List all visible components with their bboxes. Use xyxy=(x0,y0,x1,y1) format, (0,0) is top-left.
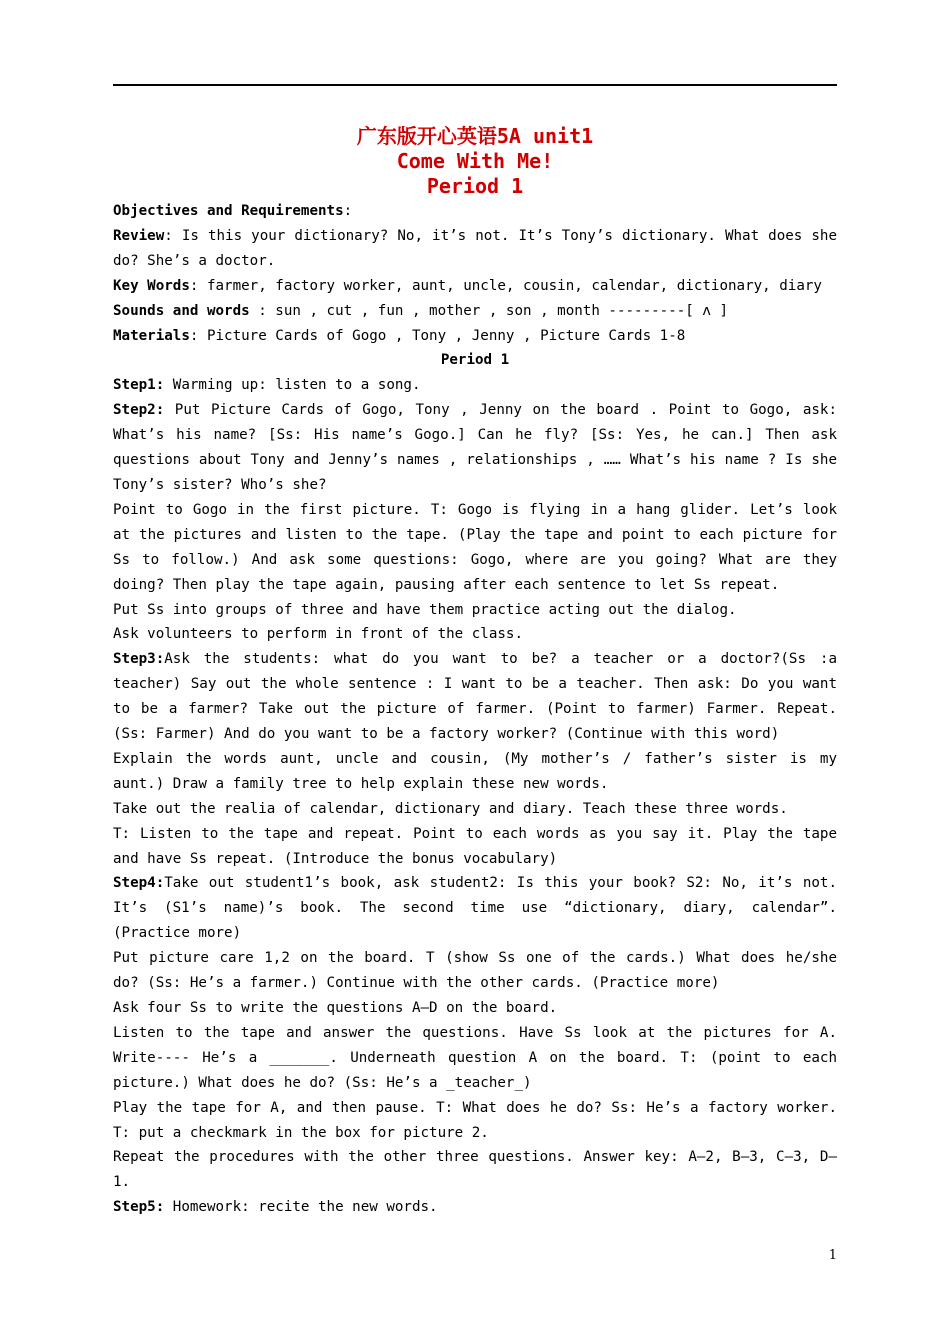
sounds-and-words xyxy=(113,299,837,324)
step3 xyxy=(113,647,837,747)
title-line-1: 广东版开心英语5A unit1 xyxy=(356,124,594,148)
objectives-label: Objectives and Requirements xyxy=(113,203,344,219)
step4-paragraph: Listen to the tape and answer the questions. Have Ss look at the pictures for A. Write---- He’s a _______. Underneath question A on the board. T: (point to each picture.) What does he do? (Ss: He’s a _teacher_) xyxy=(113,1024,837,1091)
review xyxy=(113,224,837,274)
step4 xyxy=(113,871,837,946)
lesson-content xyxy=(113,199,837,1220)
step4-paragraph: Ask four Ss to write the questions A—D on the board. xyxy=(113,1000,558,1016)
header-rule xyxy=(113,84,837,86)
sounds-label: Sounds and words xyxy=(113,302,250,319)
page-number: 1 xyxy=(828,1248,837,1263)
step1-label: Step1: xyxy=(113,377,165,394)
step3-label: Step3: xyxy=(113,651,165,668)
step4-paragraph: Repeat the procedures with the other three questions. Answer key: A—2, B—3, C—3, D—1. xyxy=(113,1149,837,1191)
step2 xyxy=(113,398,837,498)
title-block xyxy=(113,124,837,199)
step1 xyxy=(113,373,837,398)
title-line-3: Period 1 xyxy=(426,174,524,198)
step4-text: Take out student1’s book, ask student2: Is this your book? S2: No, it’s not. It’s (S1’s name)’s book. The second time use “dictionary, diary, calendar”. (Practice more) xyxy=(113,875,837,942)
objectives xyxy=(113,199,837,224)
materials-text: : Picture Cards of Gogo , Tony , Jenny , Picture Cards 1-8 xyxy=(189,327,686,344)
step4-label: Step4: xyxy=(113,875,165,892)
review-label: Review xyxy=(113,227,165,244)
step5 xyxy=(113,1195,837,1220)
step3-paragraph: T: Listen to the tape and repeat. Point to each words as you say it. Play the tape and have Ss repeat. (Introduce the bonus vocabulary) xyxy=(113,825,837,867)
step3-text: Ask the students: what do you want to be? a teacher or a doctor?(Ss :a teacher) Say out the whole sentence : I want to be a teacher. Then ask: Do you want to be a farmer? Take out the picture of farmer. (Point to farmer) Farmer. Repeat. (Ss: Farmer) And do you want to be a factory worker? (Continue with this word) xyxy=(113,651,837,743)
step3-paragraph: Take out the realia of calendar, dictionary and diary. Teach these three words. xyxy=(113,800,788,817)
step4-paragraph: Play the tape for A, and then pause. T: What does he do? Ss: He’s a factory worker. T: put a checkmark in the box for picture 2. xyxy=(113,1099,837,1141)
step1-text: Warming up: listen to a song. xyxy=(164,377,421,394)
step2-text: Put Picture Cards of Gogo, Tony , Jenny on the board . Point to Gogo, ask: What’s his name? [Ss: His name’s Gogo.] Can he fly? [Ss: Yes, he can.] Then ask questions about Tony and Jenny’s names , relationships , …… What’s his name ? Is she Tony’s sister? Who’s she? xyxy=(113,402,837,493)
step2-label: Step2: xyxy=(113,402,165,419)
step5-text: Homework: recite the new words. xyxy=(164,1199,438,1216)
materials-label: Materials xyxy=(113,327,190,344)
materials xyxy=(113,324,837,349)
step4-paragraph: Put picture care 1,2 on the board. T (show Ss one of the cards.) What does he/she do? (Ss: He’s a farmer.) Continue with the other cards. (Practice more) xyxy=(113,950,837,992)
step2-paragraph: Point to Gogo in the first picture. T: Gogo is flying in a hang glider. Let’s look at the pictures and listen to the tape. (Play the tape and point to each picture for Ss to follow.) And ask some questions: Gogo, where are you going? What are they doing? Then play the tape again, pausing after each sentence to let Ss repeat. xyxy=(113,501,837,593)
objectives-text: : xyxy=(343,203,353,219)
title-line-2: Come With Me! xyxy=(396,149,554,173)
review-text: : Is this your dictionary? No, it’s not. It’s Tony’s dictionary. What does she do? She’s a doctor. xyxy=(113,227,837,269)
period-heading: Period 1 xyxy=(440,352,510,369)
step3-paragraph: Explain the words aunt, uncle and cousin, (My mother’s / father’s sister is my aunt.) Draw a family tree to help explain these new words. xyxy=(113,750,837,792)
key-words-label: Key Words xyxy=(113,277,190,294)
sounds-text: : sun , cut , fun , mother , son , month ---------[ ʌ ] xyxy=(249,302,729,319)
step2-paragraph: Put Ss into groups of three and have them practice acting out the dialog. xyxy=(113,601,737,618)
step2-paragraph: Ask volunteers to perform in front of the class. xyxy=(113,626,523,643)
key-words-text: : farmer, factory worker, aunt, uncle, cousin, calendar, dictionary, diary xyxy=(189,277,822,294)
key-words xyxy=(113,274,837,299)
step5-label: Step5: xyxy=(113,1199,165,1216)
